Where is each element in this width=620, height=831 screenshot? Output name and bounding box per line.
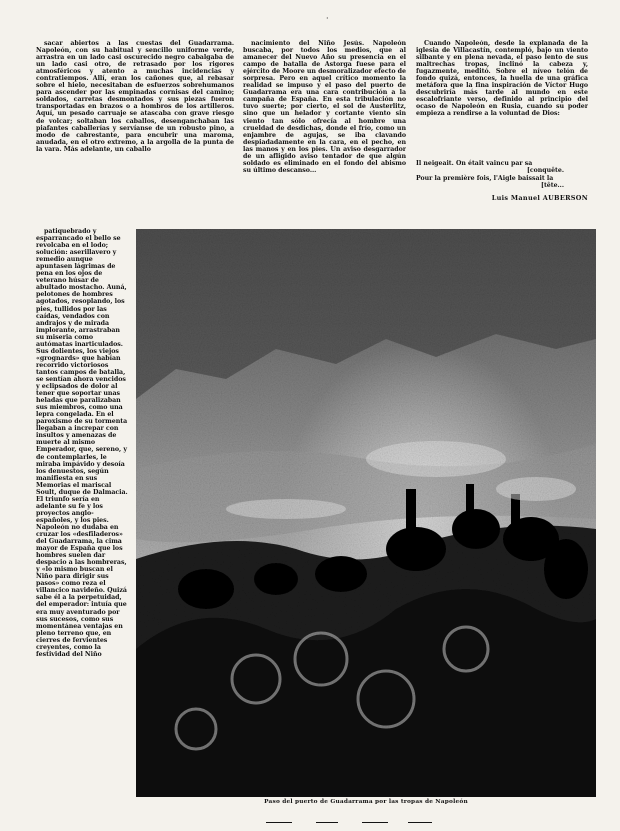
verse-quote bbox=[416, 160, 588, 190]
illustration-photo bbox=[136, 229, 596, 797]
paragraph: Cuando Napoleón, desde la explanada de la iglesia de Villacastín, contempló, bajo un viento silbante y en plena nevada, el paso lento de sus maltrechas tropas, inclinó la cabeza y, fugazmente, meditó. Sobre el níveo telón de fondo quizá, entonces, la huella de una gráfica metáfora que la fina inspiración de Víctor Hugo descubriría más tarde al mundo en este escalofriante verso, definido al principio del ocaso de Napoleón en Rusia, cuando su poder empieza a rendirse a la voluntad de Dios: bbox=[416, 40, 588, 118]
verse-line-3: Pour la première fois, l'Aigle baissait la bbox=[416, 174, 554, 182]
paragraph: nacimiento del Niño Jesús. Napoleón buscaba, por todos los medios, que al amanecer del Nuevo Año su presencia en el campo de batalla de Astorga fuese para el ejército de Moore un desmoralizador efecto de sorpresa. Pero en aquel crítico momento la realidad se impuso y el paso del puerto de Guadarrama era una cara contribución a la campaña de España. En esta tribulación no tuvo suerte; por cierto, el sol de Austerlitz, sino que un helador y cortante viento sin viento tan sólo ofrecía al hombre una crueldad de desdichas, donde el frío, como un enjambre de agujas, se iba clavando despiadadamente en la cara, en el pecho, en las manos y en los pies. Un aviso desgarrador de un afligido aviso tentador de que algún soldado es eliminado en el fondo del abismo su último descanso... bbox=[243, 40, 406, 174]
article-column-3 bbox=[416, 40, 588, 160]
paragraph: patiquebrado y esparrancado el bello se revolcaba en el lodo; solución: aserillavero y remedio aunque apuntasen lágrimas de pena en los ojos de veterano húsar de abultado mostacho. Auná, pelotones de hombres agotados, resoplando, los pies, tullidos por las caídas, vendados con andrajos y de mirada implorante, arrastraban su miseria como autómatas inarticulados. Sus dolientes, los viejos «grognards» que habían recorrido victoriosos tantos campos de batalla, se sentían ahora vencidos y eclipsados de dolor al tener que soportar unas heladas que paralizaban sus miembros, como una lepra congelada. En el paroxismo de su tormenta llegaban a increpar con insultos y amenazas de muerte al mismo Emperador, que, sereno, y de contemplarles, le miraba impávido y desoía los denuestos, según manifiesta en sus Memorias el mariscal Soult, duque de Dalmacia. El triunfo sería en adelante su fe y los proyectos anglo-españoles, y los pies. Napoleón no dudaba en cruzar los «desfiladeros» del Guadarrama, la cima mayor de España que los hombres suelen dar despacio a las hombreras, y «lo mismo buscan el Niño para dirigir sus pasos» como reza el villancico navideño. Quizá sabe él a la perpetuidad, del emperador: intuía que era muy aventurado por sus sucesos, como sus momentánea ventajas en pleno terreno que, en cierres de fervientes creyentes, como la festividad del Niño bbox=[36, 228, 128, 658]
verse-line-2: [conquête. bbox=[526, 167, 564, 175]
footer-rule-marks bbox=[266, 820, 436, 826]
photo-caption: Paso del puerto de Guadarrama por las tropas de Napoleón bbox=[264, 799, 468, 805]
folio-mark: · bbox=[326, 14, 329, 23]
paragraph: sacar abiertos a las cuestas del Guadarrama. Napoleón, con su habitual y sencillo uniforme verde, arrastra en un lado casi oscurecido negro cabalgaba de un lado casi otro, de retrasado por los rigores atmosféricos y atento a muchas incidencias y contratiempos. Allí, eran los cañones que, al rebasar sobre el hielo, necesitaban de esfuerzos sobrehumanos para ascender por las empinadas cornisas del camino; soldados, carretas desmontados y sus piezas fueron transportadas en brazos o a hombros de los artilleros. Aquí, un pesado carruaje se atascaba con grave riesgo de volcar; soltaban los caballos, desenganchaban las piafantes caballerías y servíanse de un robusto pino, a modo de cabrestante, para encubrir una maroma, anudada, en el otro extremo, a la argolla de la punta de la vara. Más adelante, un caballo bbox=[36, 40, 234, 153]
article-column-narrow bbox=[36, 228, 130, 810]
verse-line-4: [tête... bbox=[541, 182, 564, 190]
author-signature: Luis Manuel AUBERSON bbox=[491, 194, 588, 202]
article-column-2 bbox=[243, 40, 406, 228]
verse-line-1: Il neigeait. On était vaincu par sa bbox=[416, 160, 533, 167]
article-column-1 bbox=[36, 40, 234, 228]
